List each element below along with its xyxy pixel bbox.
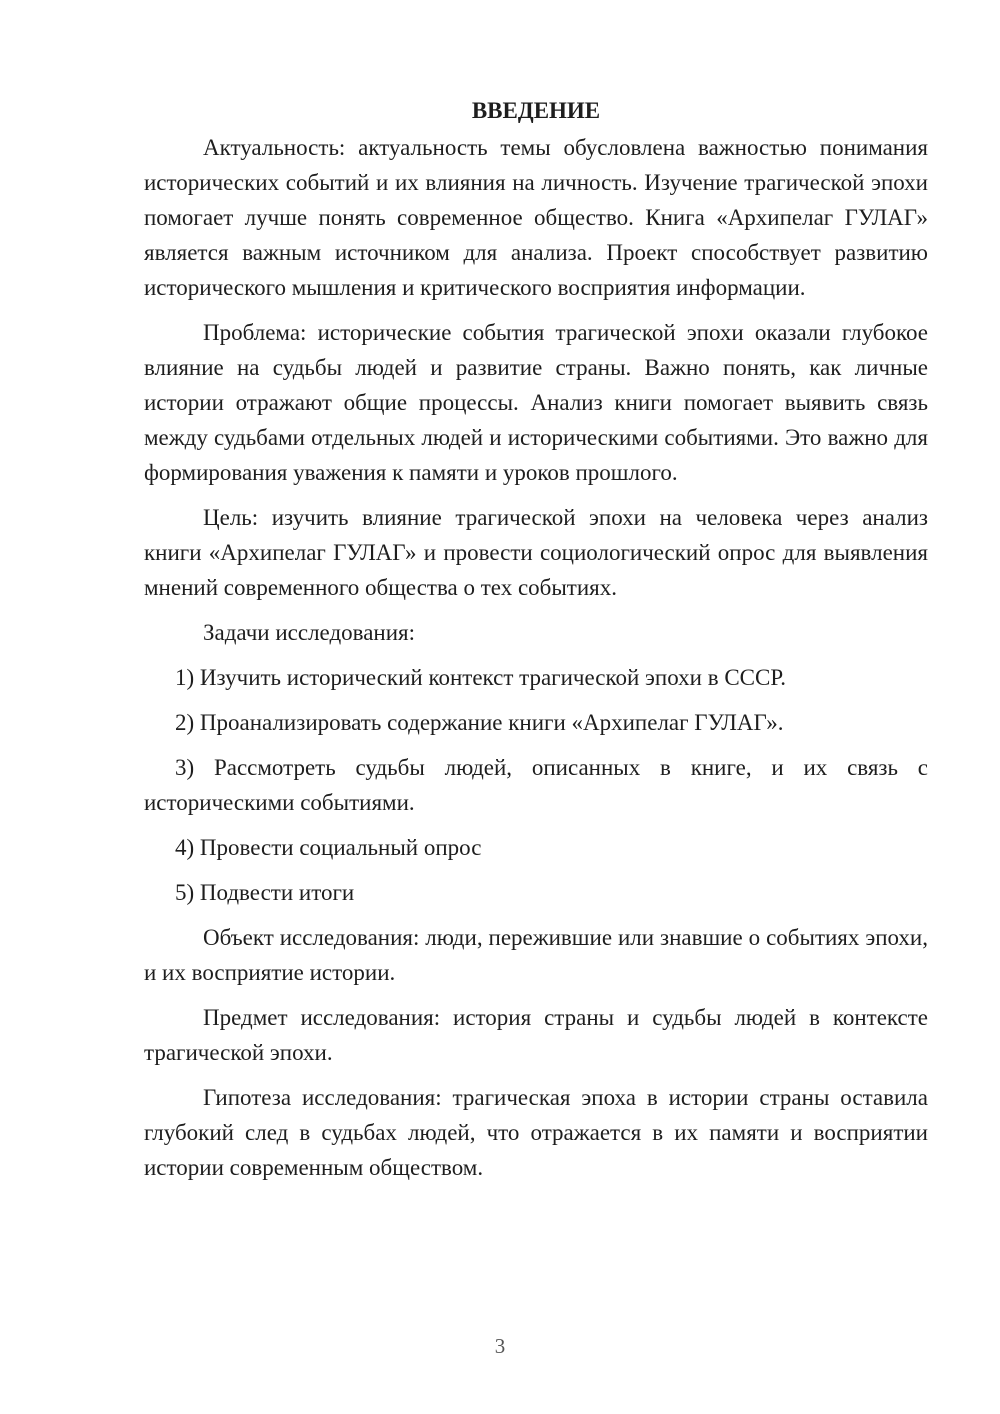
tasks-list [144, 660, 928, 910]
hypothesis-paragraph: Гипотеза исследования: трагическая эпоха в истории страны оставила глубокий след в судьбах людей, что отражается в их памяти и восприятии истории современным обществом. [144, 1085, 928, 1180]
subject-paragraph: Предмет исследования: история страны и судьбы людей в контексте трагической эпохи. [144, 1005, 928, 1065]
task-item-5: 5) Подвести итоги [175, 880, 355, 905]
goal-paragraph: Цель: изучить влияние трагической эпохи на человека через анализ книги «Архипелаг ГУЛАГ» и провести социологический опрос для выявления мнений современного общества о тех событиях. [144, 505, 928, 600]
relevance-paragraph: Актуальность: актуальность темы обусловлена важностью понимания исторических событий и их влияния на личность. Изучение трагической эпохи помогает лучше понять современное общество. Книга «Архипелаг ГУЛАГ» является важным источником для анализа. Проект способствует развитию исторического мышления и критического восприятия информации. [144, 135, 928, 300]
problem-paragraph: Проблема: исторические события трагической эпохи оказали глубокое влияние на судьбы людей и развитие страны. Важно понять, как личные истории отражают общие процессы. Анализ книги помогает выявить связь между судьбами отдельных людей и историческими событиями. Это важно для формирования уважения к памяти и уроков прошлого. [144, 320, 928, 485]
task-item-2: 2) Проанализировать содержание книги «Архипелаг ГУЛАГ». [175, 710, 784, 735]
document-page [144, 96, 928, 1195]
task-item-1: 1) Изучить исторический контекст трагической эпохи в СССР. [175, 665, 787, 690]
object-paragraph: Объект исследования: люди, пережившие или знавшие о событиях эпохи, и их восприятие истории. [144, 925, 928, 985]
page-number: 3 [494, 1334, 506, 1358]
tasks-title: Задачи исследования: [203, 620, 416, 645]
page-title: ВВЕДЕНИЕ [471, 98, 601, 123]
task-item-3: 3) Рассмотреть судьбы людей, описанных в книге, и их связь с историческими событиями. [144, 755, 928, 815]
task-item-4: 4) Провести социальный опрос [175, 835, 482, 860]
